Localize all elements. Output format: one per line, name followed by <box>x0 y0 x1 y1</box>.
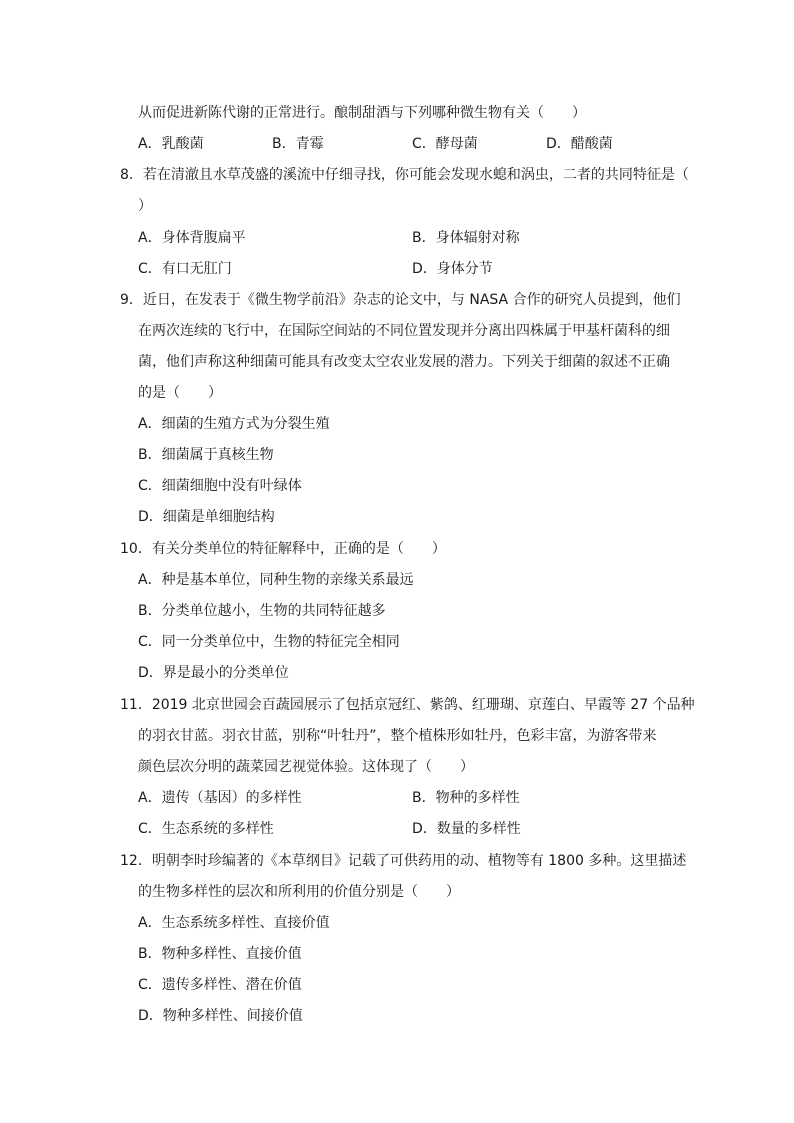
q7-option-a: A．乳酸菌 <box>138 136 204 152</box>
q7-continuation: 从而促进新陈代谢的正常进行。酿制甜酒与下列哪种微生物有关（ ） <box>138 105 586 121</box>
q10-option-a: A．种是基本单位，同种生物的亲缘关系最远 <box>138 572 414 588</box>
q9-option-a: A．细菌的生殖方式为分裂生殖 <box>138 416 330 432</box>
q8-option-d: D．身体分节 <box>412 261 493 277</box>
q8-stem-line2: ） <box>138 198 152 214</box>
q11-option-a: A．遗传（基因）的多样性 <box>138 790 302 806</box>
q12-option-a: A．生态系统多样性、直接价值 <box>138 915 330 931</box>
q11-option-b: B．物种的多样性 <box>412 790 520 806</box>
q8-option-a: A．身体背腹扁平 <box>138 230 246 246</box>
q10-option-c: C．同一分类单位中，生物的特征完全相同 <box>138 634 400 650</box>
q10-option-d: D．界是最小的分类单位 <box>138 665 289 681</box>
q8-option-b: B．身体辐射对称 <box>412 230 520 246</box>
q10-option-b: B．分类单位越小，生物的共同特征越多 <box>138 603 386 619</box>
q12-option-d: D．物种多样性、间接价值 <box>138 1008 303 1024</box>
q11-option-c: C．生态系统的多样性 <box>138 821 274 837</box>
q9-stem-line2: 在两次连续的飞行中，在国际空间站的不同位置发现并分离出四株属于甲基杆菌科的细 <box>138 323 670 339</box>
q9-option-b: B．细菌属于真核生物 <box>138 447 274 463</box>
q12-stem-line2: 的生物多样性的层次和所利用的价值分别是（ ） <box>138 884 460 900</box>
q10-stem-line1: 10．有关分类单位的特征解释中，正确的是（ ） <box>120 541 446 557</box>
q9-stem-line4: 的是（ ） <box>138 385 222 401</box>
q9-stem-line3: 菌，他们声称这种细菌可能具有改变太空农业发展的潜力。下列关于细菌的叙述不正确 <box>138 354 670 370</box>
q8-stem-line1: 8．若在清澈且水草茂盛的溪流中仔细寻找，你可能会发现水螅和涡虫，二者的共同特征是（ <box>120 167 689 183</box>
q9-stem-line1: 9．近日，在发表于《微生物学前沿》杂志的论文中，与 NASA 合作的研究人员提到，他们 <box>120 292 681 308</box>
q12-option-c: C．遗传多样性、潜在价值 <box>138 977 302 993</box>
q11-stem-line3: 颜色层次分明的蔬菜园艺视觉体验。这体现了（ ） <box>138 759 474 775</box>
q12-option-b: B．物种多样性、直接价值 <box>138 946 302 962</box>
q9-option-d: D．细菌是单细胞结构 <box>138 509 275 525</box>
q7-option-c: C．酵母菌 <box>412 136 478 152</box>
q11-stem-line2: 的羽衣甘蓝。羽衣甘蓝，别称“叶牡丹”，整个植株形如牡丹，色彩丰富，为游客带来 <box>138 728 657 744</box>
q11-stem-line1: 11．2019 北京世园会百蔬园展示了包括京冠红、紫鸽、红珊瑚、京莲白、早霞等 27 个品种 <box>120 697 695 713</box>
q9-option-c: C．细菌细胞中没有叶绿体 <box>138 478 302 494</box>
q7-option-d: D．醋酸菌 <box>546 136 613 152</box>
q7-option-b: B．青霉 <box>272 136 324 152</box>
q12-stem-line1: 12．明朝李时珍编著的《本草纲目》记载了可供药用的动、植物等有 1800 多种。这里描述 <box>120 853 687 869</box>
q11-option-d: D．数量的多样性 <box>412 821 521 837</box>
q8-option-c: C．有口无肛门 <box>138 261 232 277</box>
